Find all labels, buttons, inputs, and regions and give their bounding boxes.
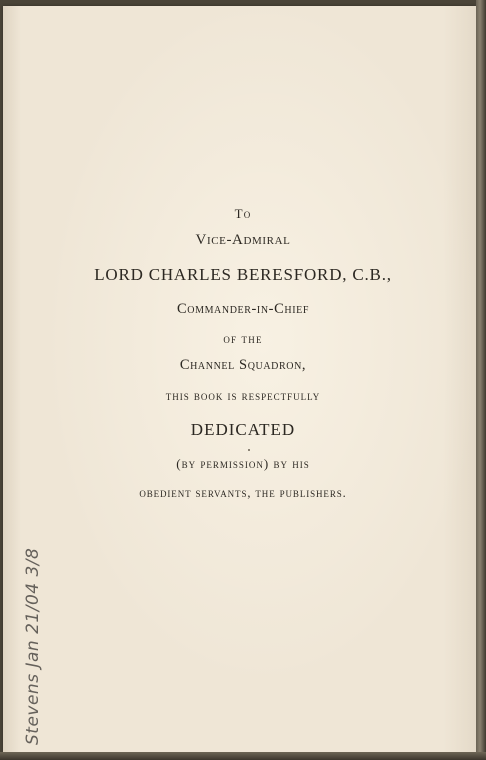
handwritten-annotation: Stevens Jan 21/04 3/8: [23, 547, 43, 745]
page-edge-right: [476, 0, 486, 760]
dedication-by-permission: (by permission) by his: [176, 456, 310, 471]
ink-dot: [248, 449, 250, 451]
dedication-dedicated: DEDICATED: [190, 420, 296, 439]
dedication-squadron: Channel Squadron,: [179, 357, 307, 373]
dedication-of-the: of the: [223, 332, 263, 346]
dedication-this-book: this book is respectfully: [165, 389, 321, 403]
dedication-title: Commander-in-Chief: [176, 301, 310, 317]
page-edge-bottom: [0, 752, 486, 760]
dedication-to: To: [234, 206, 252, 221]
dedication-honoree: LORD CHARLES BERESFORD, C.B.,: [94, 265, 392, 284]
book-page: [3, 6, 476, 752]
dedication-rank: Vice-Admiral: [195, 232, 291, 248]
dedication-publishers: obedient servants, the publishers.: [139, 486, 347, 500]
